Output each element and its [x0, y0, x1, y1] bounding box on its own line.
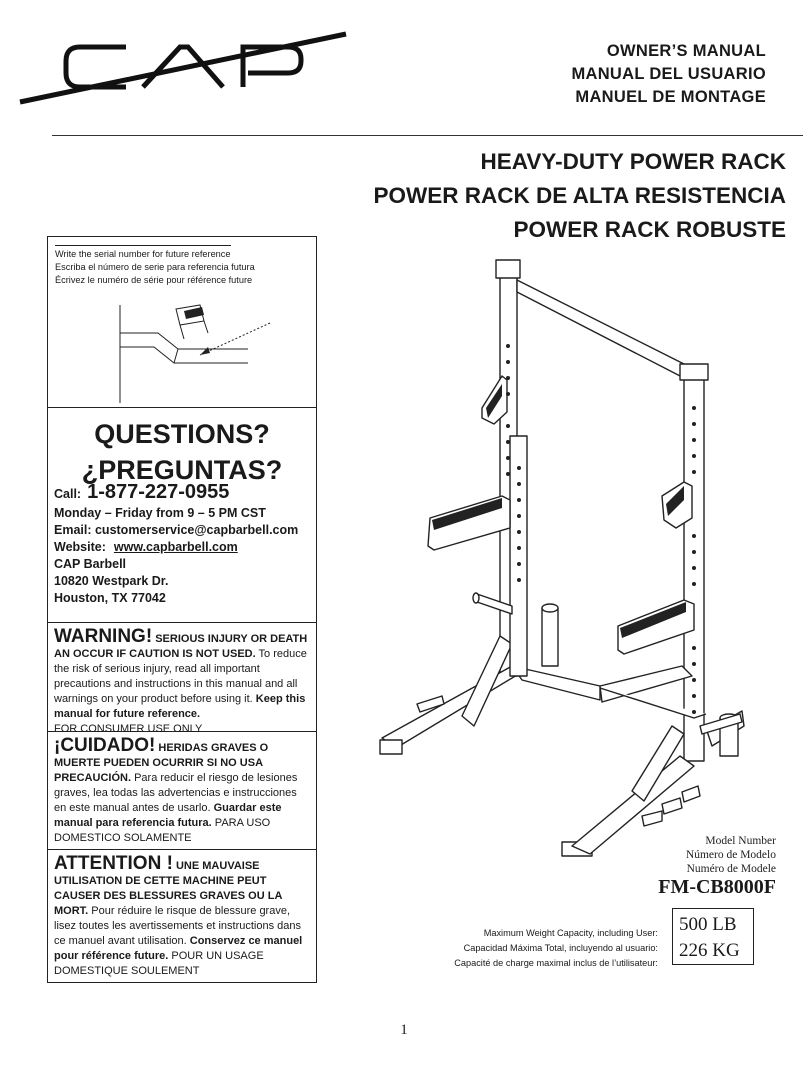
warning-en-keep: Keep this manual for future reference. — [54, 693, 306, 720]
page-number: 1 — [400, 1022, 408, 1038]
website-label: Website: — [54, 540, 106, 554]
product-title-fr: POWER RACK ROBUSTE — [513, 217, 786, 242]
warning-es-box — [48, 732, 316, 850]
manual-titles — [571, 40, 766, 109]
website-link[interactable]: www.capbarbell.com — [113, 540, 238, 554]
capacity-label-en: Maximum Weight Capacity, including User: — [483, 928, 658, 938]
product-titles — [373, 145, 786, 247]
model-label-es: Número de Modelo — [685, 849, 776, 861]
warning-fr-title: ATTENTION ! — [54, 853, 173, 874]
support-email[interactable]: Email: customerservice@capbarbell.com — [54, 523, 299, 537]
capacity-label-es: Capacidad Máxima Total, incluyendo al usuario: — [463, 943, 658, 953]
support-hours: Monday – Friday from 9 – 5 PM CST — [54, 506, 266, 520]
manual-title-en: OWNER’S MANUAL — [606, 42, 766, 60]
capacity-label-fr: Capacité de charge maximal inclus de l’utilisateur: — [454, 958, 658, 968]
capacity-labels — [454, 926, 658, 971]
warning-en-body: To reduce the risk of serious injury, read all important precautions and instructions in this manual and all warnings on your product before using it. — [54, 648, 307, 705]
warning-es-keep: Guardar este manual para referencia futura. — [54, 802, 282, 829]
questions-heading-es: ¿PREGUNTAS? — [81, 455, 283, 485]
warning-en-lead: SERIOUS INJURY OR DEATH AN OCCUR IF CAUTION IS NOT USED. — [54, 633, 308, 660]
warning-fr-keep: Conservez ce manuel pour référence future. — [54, 935, 303, 962]
model-labels — [686, 834, 776, 876]
warning-fr-lead-a: UNE MAUVAISE — [175, 860, 260, 872]
product-title-en: HEAVY-DUTY POWER RACK — [480, 149, 786, 174]
warning-fr-lead-b: UTILISATION DE CETTE MACHINE PEUT CAUSER DES BLESSURES GRAVES OU LA MORT. — [54, 875, 282, 917]
product-title-es: POWER RACK DE ALTA RESISTENCIA — [373, 183, 786, 208]
company-name: CAP Barbell — [54, 557, 127, 571]
capacity-kg: 226 KG — [679, 940, 740, 961]
warning-es-footer: PARA USO DOMESTICO SOLAMENTE — [54, 817, 271, 844]
warning-fr-body: Pour réduire le risque de blessure grave, lisez toutes les avertissements et instructions dans ce manuel avant utilisation. — [54, 905, 302, 947]
model-number: FM-CB8000F — [658, 876, 776, 898]
warning-en-footer: FOR CONSUMER USE ONLY — [54, 723, 203, 735]
power-rack-illustration — [362, 256, 782, 868]
warning-en-box — [48, 623, 316, 735]
cap-logo — [18, 30, 348, 110]
warning-es-body: Para reducir el riesgo de lesiones graves, lea todas las advertencias e instrucciones en este manual antes de usarlo. — [54, 772, 298, 814]
warning-en-title: WARNING! — [54, 626, 153, 647]
info-column — [47, 236, 317, 983]
header-divider — [52, 135, 803, 136]
manual-title-fr: MANUEL DE MONTAGE — [575, 88, 766, 106]
company-city: Houston, TX 77042 — [54, 591, 166, 605]
questions-heading-en: QUESTIONS? — [94, 419, 270, 449]
call-label: Call: — [54, 487, 82, 501]
model-label-en: Model Number — [705, 835, 776, 847]
capacity-lb: 500 LB — [679, 914, 737, 935]
serial-line-en: Write the serial number for future reference — [55, 245, 231, 261]
warning-es-lead: HERIDAS GRAVES O MUERTE PUEDEN OCURRIR SI NO USA PRECAUCIÓN. — [54, 742, 269, 784]
warning-fr-box — [48, 850, 316, 983]
model-label-fr: Numéro de Modele — [686, 863, 776, 875]
capacity-value-box — [672, 908, 754, 965]
serial-location-illustration — [118, 303, 314, 407]
phone-number[interactable]: 1-877-227-0955 — [87, 481, 230, 503]
manual-title-es: MANUAL DEL USUARIO — [571, 65, 766, 83]
company-street: 10820 Westpark Dr. — [54, 574, 169, 588]
warning-fr-footer: POUR UN USAGE DOMESTIQUE SOULEMENT — [54, 950, 264, 977]
warning-es-title: ¡CUIDADO! — [54, 735, 156, 756]
serial-line-fr: Écrivez le numéro de série pour référence future — [55, 275, 253, 285]
serial-number-box — [48, 237, 316, 408]
serial-line-es: Escriba el número de serie para referencia futura — [55, 262, 255, 272]
questions-box — [48, 408, 316, 623]
